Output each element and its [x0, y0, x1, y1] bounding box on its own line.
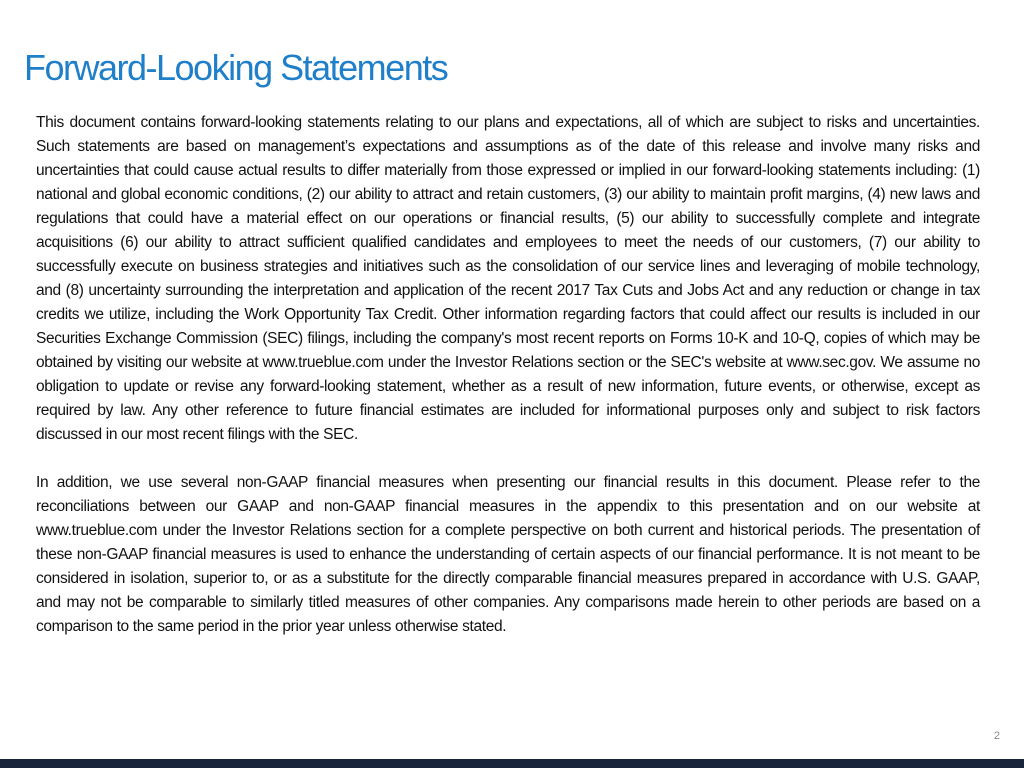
slide-body [36, 111, 980, 639]
slide-title: Forward-Looking Statements [24, 47, 448, 88]
footer-bar [0, 759, 1024, 768]
disclaimer-paragraph-non-gaap: In addition, we use several non-GAAP financial measures when presenting our financial results in this document. Please refer to the reconciliations between our GAAP and non-GAAP financial measures in the appendix to this presentation and on our website at www.trueblue.com under the Investor Relations section for a complete perspective on both current and historical periods. The presentation of these non-GAAP financial measures is used to enhance the understanding of certain aspects of our financial performance. It is not meant to be considered in isolation, superior to, or as a substitute for the directly comparable financial measures prepared in accordance with U.S. GAAP, and may not be comparable to similarly titled measures of other companies. Any comparisons made herein to other periods are based on a comparison to the same period in the prior year unless otherwise stated. [36, 474, 980, 635]
page-number: 2 [993, 730, 1000, 742]
disclaimer-paragraph-forward-looking: This document contains forward-looking statements relating to our plans and expectations, all of which are subject to risks and uncertainties. Such statements are based on management’s expectations and assumptions as of the date of this release and involve many risks and uncertainties that could cause actual results to differ materially from those expressed or implied in our forward-looking statements including: (1) national and global economic conditions, (2) our ability to attract and retain customers, (3) our ability to maintain profit margins, (4) new laws and regulations that could have a material effect on our operations or financial results, (5) our ability to successfully complete and integrate acquisitions (6) our ability to attract sufficient qualified candidates and employees to meet the needs of our customers, (7) our ability to successfully execute on business strategies and initiatives such as the consolidation of our service lines and leveraging of mobile technology, and (8) uncertainty surrounding the interpretation and application of the recent 2017 Tax Cuts and Jobs Act and any reduction or change in tax credits we utilize, including the Work Opportunity Tax Credit. Other information regarding factors that could affect our results is included in our Securities Exchange Commission (SEC) filings, including the company's most recent reports on Forms 10-K and 10-Q, copies of which may be obtained by visiting our website at www.trueblue.com under the Investor Relations section or the SEC's website at www.sec.gov. We assume no obligation to update or revise any forward-looking statement, whether as a result of new information, future events, or otherwise, except as required by law. Any other reference to future financial estimates are included for informational purposes only and subject to risk factors discussed in our most recent filings with the SEC. [36, 114, 980, 443]
